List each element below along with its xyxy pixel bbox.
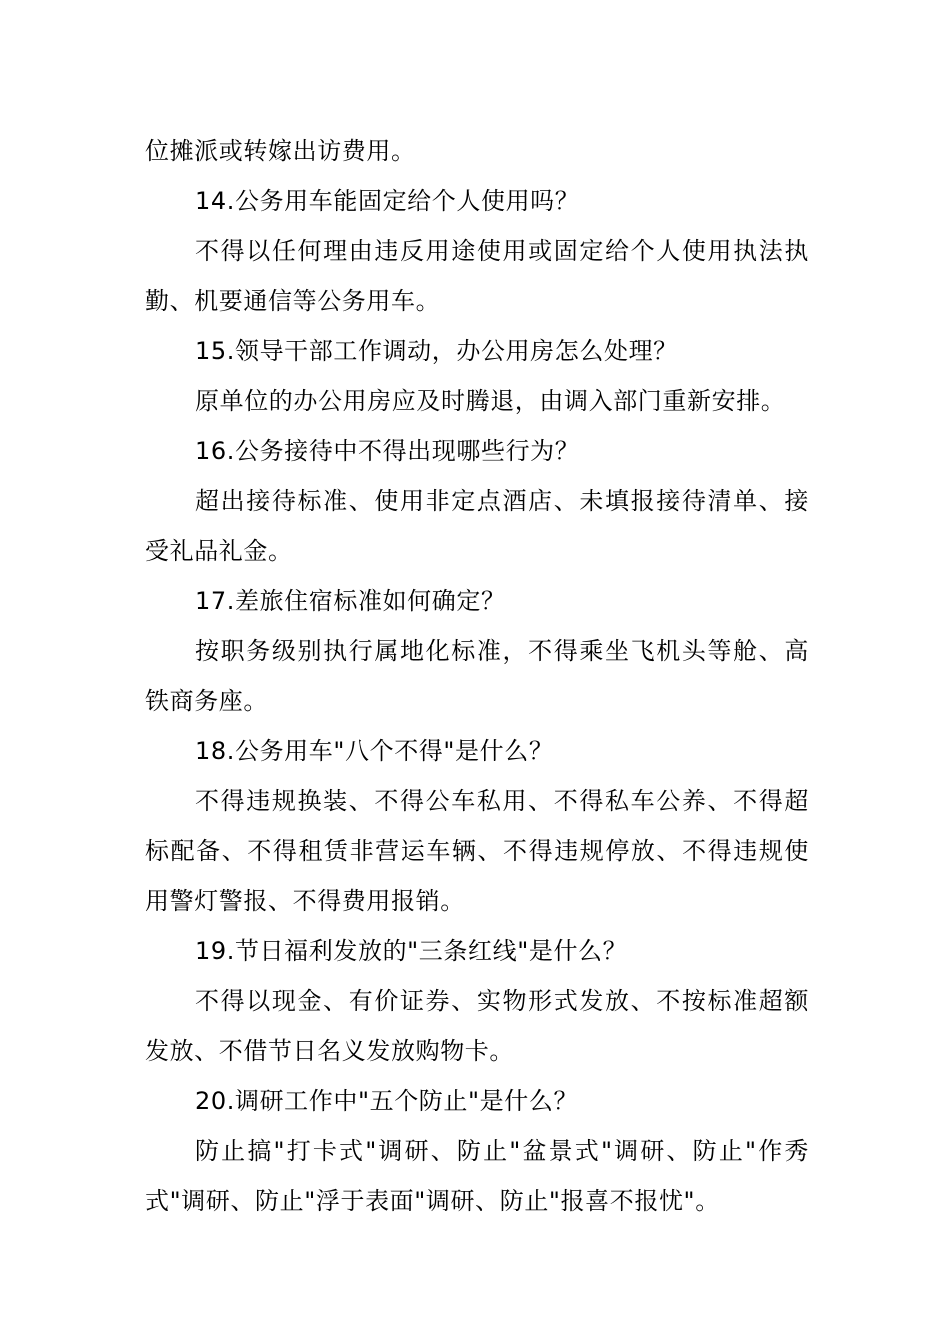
answer-14: 不得以任何理由违反用途使用或固定给个人使用执法执勤、机要通信等公务用车。 <box>145 237 809 315</box>
answer-16: 超出接待标准、使用非定点酒店、未填报接待清单、接受礼品礼金。 <box>145 487 809 565</box>
question-14: 14.公务用车能固定给个人使用吗？ <box>195 187 580 215</box>
answer-18: 不得违规换装、不得公车私用、不得私车公养、不得超标配备、不得租赁非营运车辆、不得违规停放、不得违规使用警灯警报、不得费用报销。 <box>145 787 809 915</box>
question-16: 16.公务接待中不得出现哪些行为？ <box>195 437 580 465</box>
answer-20: 防止搞"打卡式"调研、防止"盆景式"调研、防止"作秀式"调研、防止"浮于表面"调研、防止"报喜不报忧"。 <box>145 1137 809 1215</box>
answer-19: 不得以现金、有价证券、实物形式发放、不按标准超额发放、不借节日名义发放购物卡。 <box>145 987 809 1065</box>
answer-15: 原单位的办公用房应及时腾退，由调入部门重新安排。 <box>195 387 786 415</box>
question-20: 20.调研工作中"五个防止"是什么？ <box>195 1087 579 1115</box>
question-15: 15.领导干部工作调动，办公用房怎么处理？ <box>195 337 678 365</box>
question-17: 17.差旅住宿标准如何确定？ <box>195 587 506 615</box>
question-18: 18.公务用车"八个不得"是什么？ <box>195 737 554 765</box>
document-body <box>145 126 809 1226</box>
answer-17: 按职务级别执行属地化标准，不得乘坐飞机头等舱、高铁商务座。 <box>145 637 809 715</box>
paragraph-continuation: 位摊派或转嫁出访费用。 <box>145 137 416 165</box>
question-19: 19.节日福利发放的"三条红线"是什么？ <box>195 937 628 965</box>
